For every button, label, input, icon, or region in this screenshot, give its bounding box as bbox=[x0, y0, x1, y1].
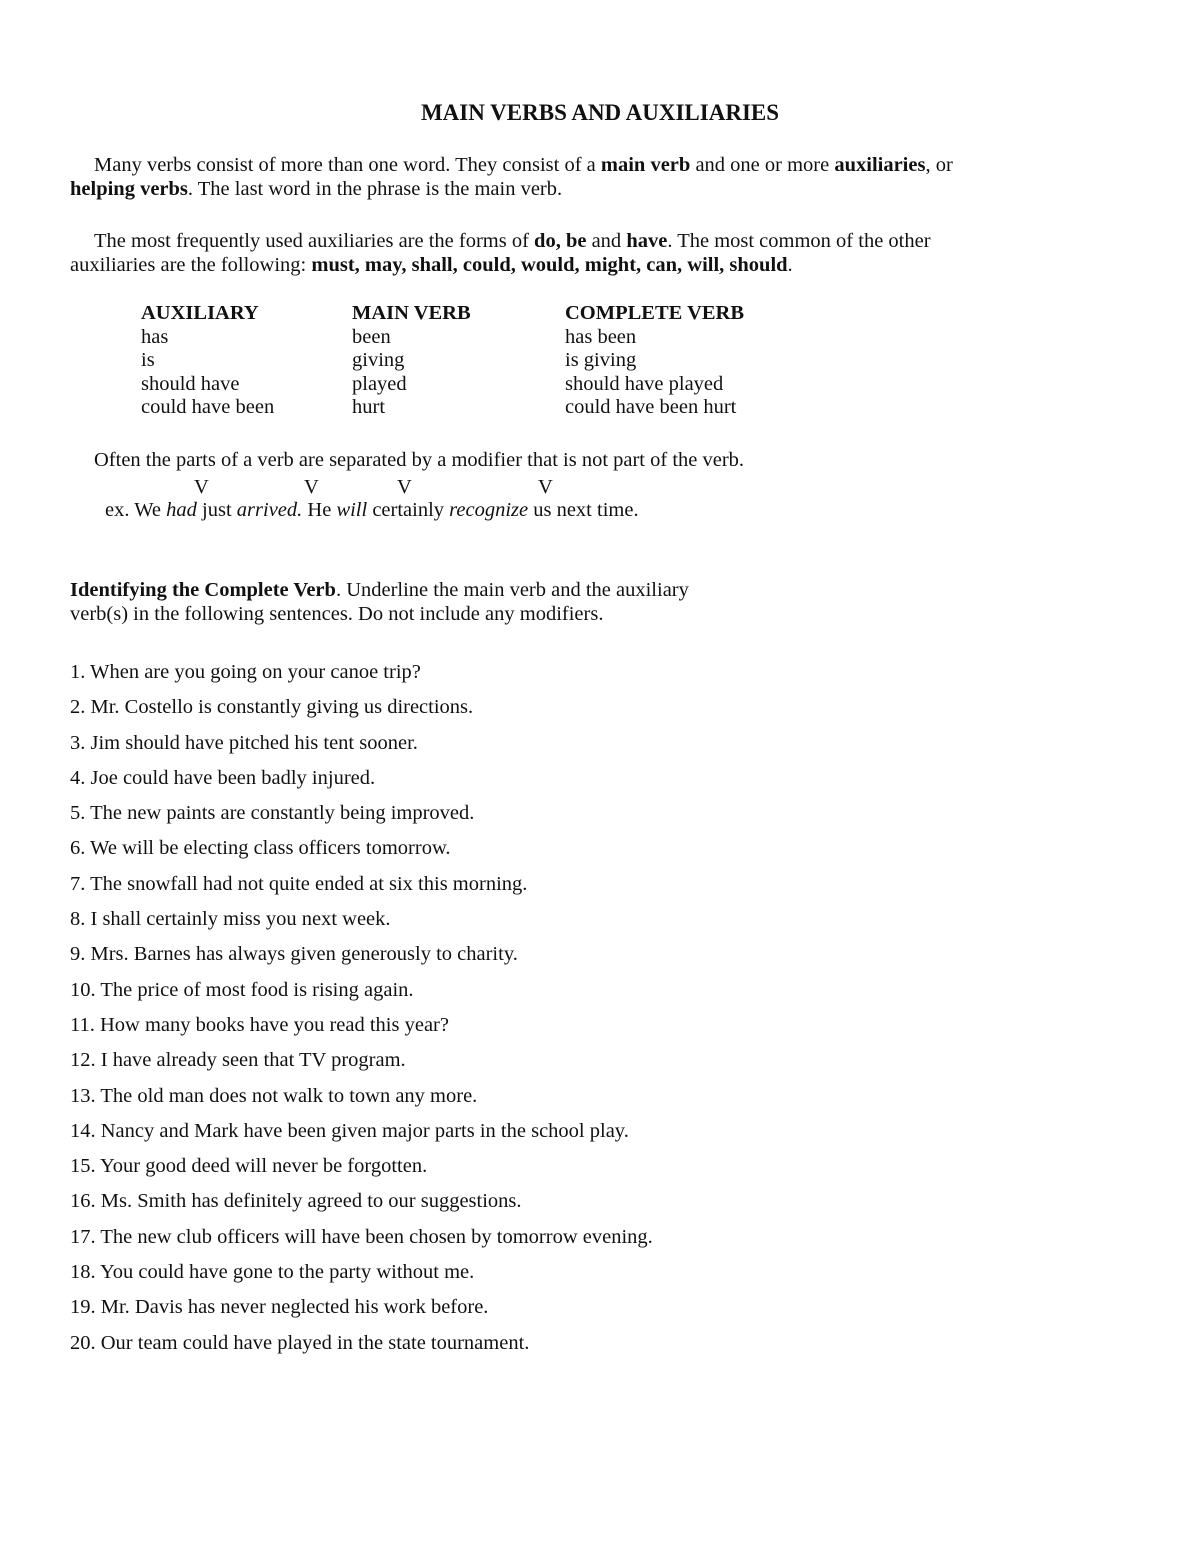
list-item bbox=[70, 1189, 653, 1224]
intro-text: . bbox=[787, 254, 793, 276]
item-number: 3. bbox=[70, 731, 86, 754]
sentence-text: The new club officers will have been chosen by tomorrow evening. bbox=[100, 1225, 653, 1248]
example-text: us next time. bbox=[528, 499, 639, 521]
verb-marker: V bbox=[538, 476, 553, 498]
table-cell: has been bbox=[565, 325, 637, 348]
header-complete-verb: COMPLETE VERB bbox=[565, 302, 745, 324]
intro-text: and bbox=[586, 230, 627, 252]
item-number: 2. bbox=[70, 696, 86, 719]
modifier-note bbox=[70, 448, 1130, 472]
sentence-text: Our team could have played in the state tournament. bbox=[100, 1331, 530, 1354]
term-do-be: do, be bbox=[534, 230, 587, 252]
sentence-text: When are you going on your canoe trip? bbox=[90, 661, 421, 683]
table-row bbox=[141, 372, 941, 396]
table-row bbox=[141, 395, 941, 419]
list-item bbox=[70, 1295, 653, 1330]
sentence-text: You could have gone to the party without me. bbox=[100, 1261, 475, 1284]
item-number: 7. bbox=[70, 872, 86, 895]
table-cell: played bbox=[352, 372, 407, 395]
example-verb: had bbox=[166, 499, 197, 521]
intro-paragraph-2 bbox=[70, 229, 1130, 277]
item-number: 20. bbox=[70, 1331, 96, 1354]
table-cell: is bbox=[141, 349, 155, 371]
list-item bbox=[70, 907, 653, 942]
intro-text: The most frequently used auxiliaries are the forms of bbox=[94, 230, 535, 252]
sentence-text: Joe could have been badly injured. bbox=[90, 766, 376, 789]
modifier-note-text: Often the parts of a verb are separated by a modifier that is not part of the verb. bbox=[94, 449, 745, 471]
example-text: just bbox=[196, 499, 237, 521]
intro-paragraph-1 bbox=[70, 153, 1130, 201]
header-auxiliary: AUXILIARY bbox=[141, 302, 259, 324]
item-number: 9. bbox=[70, 943, 86, 966]
intro-text: . The most common of the other bbox=[667, 230, 931, 252]
auxiliary-list: must, may, shall, could, would, might, can, will, should bbox=[311, 254, 788, 276]
sentence-text: Mr. Davis has never neglected his work before. bbox=[100, 1296, 489, 1319]
item-number: 17. bbox=[70, 1225, 96, 1248]
table-header-row bbox=[141, 301, 941, 325]
list-item bbox=[70, 801, 653, 836]
sentence-text: Jim should have pitched his tent sooner. bbox=[90, 731, 418, 754]
header-main-verb: MAIN VERB bbox=[352, 302, 471, 324]
page-title: MAIN VERBS AND AUXILIARIES bbox=[420, 100, 780, 125]
intro-text: , or bbox=[925, 154, 953, 176]
sentence-text: I have already seen that TV program. bbox=[100, 1049, 406, 1072]
exercise-sentence-list bbox=[70, 660, 653, 1366]
item-number: 1. bbox=[70, 661, 86, 683]
sentence-text: The snowfall had not quite ended at six this morning. bbox=[90, 872, 528, 895]
example-sentence bbox=[105, 498, 639, 522]
sentence-text: Ms. Smith has definitely agreed to our suggestions. bbox=[100, 1190, 522, 1213]
list-item bbox=[70, 1013, 653, 1048]
item-number: 11. bbox=[70, 1013, 95, 1036]
list-item bbox=[70, 766, 653, 801]
item-number: 12. bbox=[70, 1049, 96, 1072]
intro-text: and one or more bbox=[690, 154, 835, 176]
example-verb: recognize bbox=[449, 499, 529, 521]
list-item bbox=[70, 695, 653, 730]
intro-text: auxiliaries are the following: bbox=[70, 254, 312, 276]
example-text: ex. We bbox=[105, 499, 167, 521]
list-item bbox=[70, 731, 653, 766]
verb-marker: V bbox=[304, 476, 319, 498]
item-number: 16. bbox=[70, 1190, 96, 1213]
table-cell: hurt bbox=[352, 396, 386, 418]
table-cell: giving bbox=[352, 349, 405, 371]
table-cell: could have been bbox=[141, 396, 275, 418]
list-item bbox=[70, 836, 653, 871]
verb-marker: V bbox=[397, 476, 412, 498]
item-number: 18. bbox=[70, 1261, 96, 1284]
list-item bbox=[70, 942, 653, 977]
example-text: certainly bbox=[367, 499, 450, 521]
item-number: 13. bbox=[70, 1084, 96, 1107]
sentence-text: Mr. Costello is constantly giving us directions. bbox=[90, 696, 474, 719]
term-helping-verbs: helping verbs bbox=[70, 178, 188, 200]
exercise-instructions-text: . Underline the main verb and the auxiliary bbox=[335, 579, 689, 601]
table-row bbox=[141, 325, 941, 349]
verb-marker: V bbox=[194, 476, 209, 498]
term-have: have bbox=[626, 230, 668, 252]
item-number: 14. bbox=[70, 1119, 96, 1142]
list-item bbox=[70, 1119, 653, 1154]
sentence-text: Your good deed will never be forgotten. bbox=[100, 1155, 428, 1178]
sentence-text: How many books have you read this year? bbox=[100, 1013, 449, 1036]
sentence-text: The price of most food is rising again. bbox=[100, 978, 414, 1001]
table-cell: is giving bbox=[565, 349, 637, 371]
intro-text: . The last word in the phrase is the main verb. bbox=[187, 178, 563, 200]
list-item bbox=[70, 1154, 653, 1189]
exercise-instructions-text: verb(s) in the following sentences. Do not include any modifiers. bbox=[70, 603, 604, 625]
intro-text: Many verbs consist of more than one word. They consist of a bbox=[94, 154, 601, 176]
example-text: He bbox=[302, 499, 337, 521]
list-item bbox=[70, 1048, 653, 1083]
table-cell: should have bbox=[141, 372, 240, 395]
term-main-verb: main verb bbox=[600, 154, 691, 176]
table-cell: could have been hurt bbox=[565, 396, 737, 418]
sentence-text: Nancy and Mark have been given major parts in the school play. bbox=[100, 1119, 629, 1142]
sentence-text: We will be electing class officers tomorrow. bbox=[90, 837, 451, 860]
example-verb: will bbox=[336, 499, 368, 521]
list-item bbox=[70, 1331, 653, 1366]
table-cell: has bbox=[141, 325, 169, 348]
term-auxiliaries: auxiliaries bbox=[834, 154, 926, 176]
item-number: 4. bbox=[70, 766, 86, 789]
table-cell: been bbox=[352, 325, 391, 348]
exercise-instructions bbox=[70, 578, 870, 626]
sentence-text: The new paints are constantly being improved. bbox=[90, 802, 475, 825]
list-item bbox=[70, 978, 653, 1013]
list-item bbox=[70, 660, 653, 695]
table-row bbox=[141, 348, 941, 372]
item-number: 15. bbox=[70, 1155, 96, 1178]
sentence-text: Mrs. Barnes has always given generously to charity. bbox=[90, 943, 518, 966]
sentence-text: I shall certainly miss you next week. bbox=[90, 908, 391, 931]
list-item bbox=[70, 1084, 653, 1119]
item-number: 10. bbox=[70, 978, 96, 1001]
list-item bbox=[70, 1225, 653, 1260]
item-number: 8. bbox=[70, 908, 86, 931]
item-number: 5. bbox=[70, 802, 86, 825]
list-item bbox=[70, 1260, 653, 1295]
example-verb: arrived. bbox=[236, 499, 303, 521]
item-number: 6. bbox=[70, 837, 86, 860]
item-number: 19. bbox=[70, 1296, 96, 1319]
exercise-heading: Identifying the Complete Verb bbox=[70, 579, 336, 601]
sentence-text: The old man does not walk to town any more. bbox=[100, 1084, 478, 1107]
table-cell: should have played bbox=[565, 372, 724, 395]
list-item bbox=[70, 872, 653, 907]
verb-table bbox=[141, 301, 941, 419]
